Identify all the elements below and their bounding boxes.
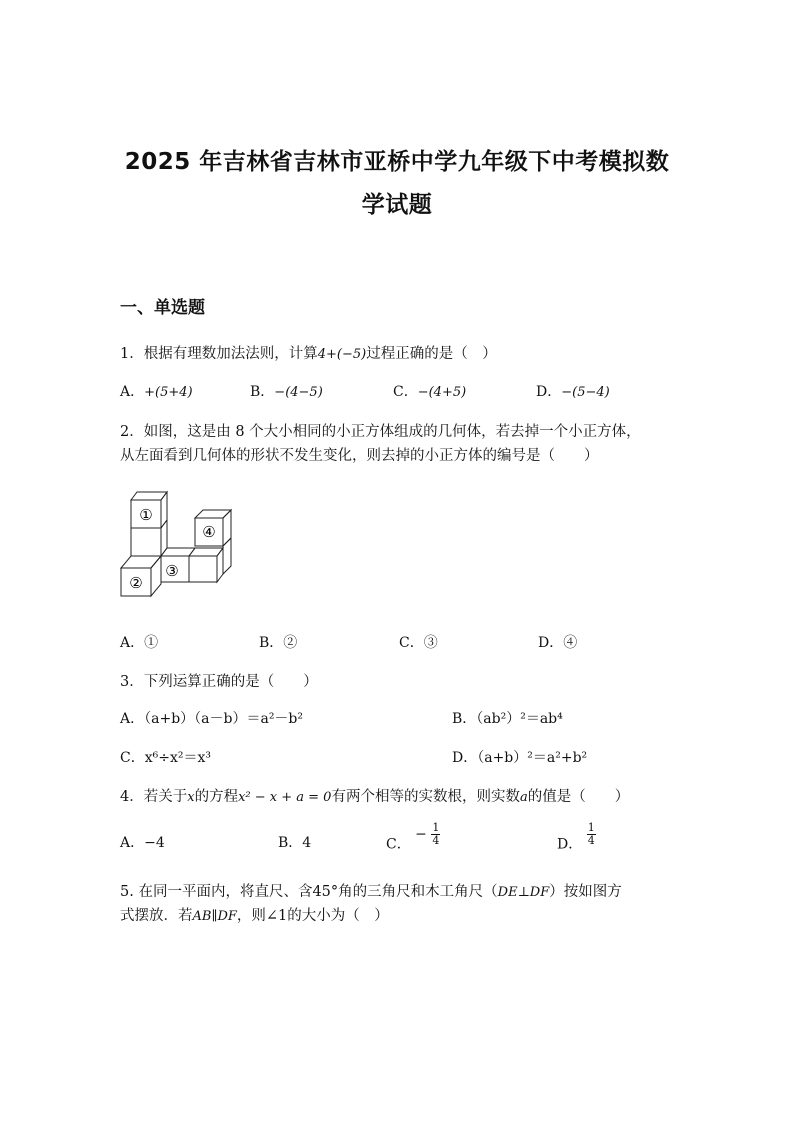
q3-option-c[interactable] (120, 747, 211, 767)
question-5-line-2 (120, 904, 389, 925)
q1-text-after: 过程正确的是（ ） (366, 346, 497, 362)
q2-option-a[interactable] (120, 632, 158, 652)
figure-label-3: ③ (165, 562, 179, 580)
fraction-numerator: 1 (587, 821, 595, 834)
question-3: 3．下列运算正确的是（ ） (120, 674, 318, 690)
fraction-denominator: 4 (587, 834, 595, 847)
option-letter: C． (393, 384, 418, 400)
figure-label-1: ① (139, 506, 153, 524)
q3-option-a[interactable] (120, 708, 303, 728)
q5-text-1: 5. 在同一平面内，将直尺、含 (120, 884, 313, 900)
option-value: −4 (144, 835, 165, 851)
figure-label-4: ④ (202, 523, 216, 541)
title-line-1: 2025 年吉林省吉林市亚桥中学九年级下中考模拟数 (124, 149, 670, 175)
q5-text-2: 角的三角尺和木工角尺（ (338, 884, 498, 900)
q4-equation: x² − x + a = 0 (238, 790, 332, 805)
figure-label-2: ② (129, 574, 143, 592)
q5-text-4: 式摆放．若 (120, 908, 193, 924)
q5-text-5: ，则 (236, 908, 266, 924)
fraction (587, 822, 596, 847)
question-2-line-2: 从左面看到几何体的形状不发生变化，则去掉的小正方体的编号是（ ） (120, 448, 599, 464)
title-line-2: 学试题 (361, 192, 433, 218)
q5-parallel: AB∥DF (192, 909, 237, 924)
section-heading: 一、单选题 (120, 298, 205, 318)
question-5-line-1 (120, 880, 622, 901)
option-letter: A． (120, 384, 145, 400)
option-letter: B． (452, 711, 477, 727)
q1-option-c[interactable] (393, 381, 466, 401)
q3-option-b[interactable] (452, 708, 563, 728)
q4-option-d[interactable] (557, 822, 596, 854)
q4-var-x: x (187, 790, 195, 805)
q1-option-a[interactable] (120, 381, 193, 401)
option-value: −(5−4) (561, 385, 610, 400)
question-4 (120, 785, 629, 806)
q4-var-a: a (519, 790, 528, 805)
option-value: x⁶÷x²＝x³ (144, 750, 211, 766)
q5-angle: ∠1 (265, 908, 288, 924)
option-letter: A． (120, 711, 145, 727)
q1-option-d[interactable] (536, 381, 610, 401)
option-value: （a+b）（a－b）＝a²－b² (144, 711, 304, 727)
q5-text-6: 的大小为（ ） (287, 908, 389, 924)
option-letter: B． (259, 635, 284, 651)
q3-option-d[interactable] (452, 747, 587, 767)
q4-text-2: 的方程 (194, 789, 239, 805)
q4-option-c[interactable] (386, 822, 440, 854)
option-letter: D． (538, 635, 564, 651)
q1-expression: 4+(−5) (317, 347, 367, 362)
q2-option-b[interactable] (259, 632, 297, 652)
option-value: （ab²）²＝ab⁴ (476, 711, 563, 727)
q4-text-3: 有两个相等的实数根，则实数 (331, 789, 520, 805)
option-letter: D． (536, 384, 562, 400)
option-letter: A． (120, 635, 145, 651)
option-letter: D． (452, 750, 478, 766)
option-letter: B． (278, 835, 303, 851)
option-letter: B． (250, 384, 275, 400)
question-1 (120, 342, 497, 363)
option-letter: C． (399, 635, 424, 651)
q1-option-b[interactable] (250, 381, 323, 401)
option-value: ④ (563, 635, 578, 651)
option-value: ② (283, 635, 298, 651)
option-value: +(5+4) (144, 385, 193, 400)
q4-text-1: 4．若关于 (120, 789, 188, 805)
option-letter: C． (386, 836, 411, 853)
option-letter: D． (557, 836, 583, 853)
fraction-denominator: 4 (432, 834, 440, 847)
question-2-line-1: 2．如图，这是由 8 个大小相同的小正方体组成的几何体，若去掉一个小正方体， (120, 424, 641, 440)
q5-perpendicular: DE⊥DF (497, 885, 550, 900)
q5-degree: 45° (312, 884, 339, 900)
option-value: 4 (302, 835, 312, 851)
option-value: （a+b）²＝a²+b² (477, 750, 588, 766)
option-value: ① (144, 635, 159, 651)
cube-figure (115, 484, 245, 604)
option-value: −(4+5) (417, 385, 467, 400)
option-value: −(4−5) (274, 385, 323, 400)
q2-option-c[interactable] (399, 632, 438, 652)
q2-option-d[interactable] (538, 632, 577, 652)
q4-option-b[interactable] (278, 832, 311, 852)
option-value: ③ (423, 635, 438, 651)
option-letter: A． (120, 835, 145, 851)
q4-text-4: 的值是（ ） (527, 789, 630, 805)
fraction (431, 822, 440, 847)
fraction-numerator: 1 (432, 821, 440, 834)
option-sign: − (415, 826, 427, 843)
q5-text-3: ）按如图方 (549, 884, 622, 900)
q4-option-a[interactable] (120, 832, 165, 852)
option-letter: C． (120, 750, 145, 766)
q1-text-before: 1．根据有理数加法法则，计算 (120, 346, 318, 362)
